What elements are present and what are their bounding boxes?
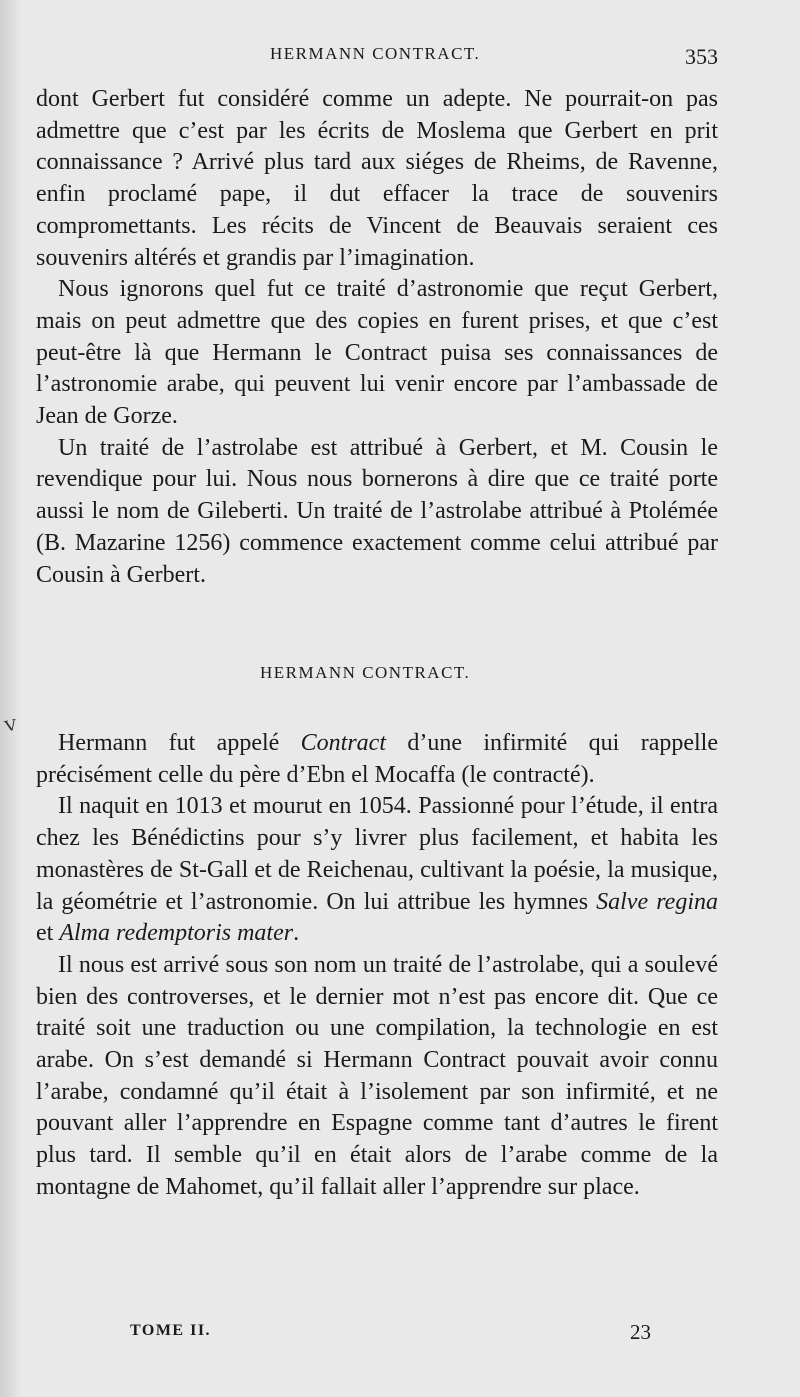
handwritten-margin-mark: ⱽ [3, 715, 21, 746]
body-block-bottom [36, 728, 718, 1204]
text-run: d’une infirmité qui rappelle précisément celle du père d’Ebn el Mocaffa (le contracté). [36, 730, 718, 788]
text-run: . [293, 920, 300, 947]
paragraph-continuation: dont Gerbert fut considéré comme un adepte. Ne pourrait-on pas admettre que c’est par les écrits de Moslema que Gerbert en prit connaissance ? Arrivé plus tard aux siéges de Rheims, de Ravenne, enfin proclamé pape, il dut effacer la trace de souvenirs compromettants. Les récits de Vincent de Beauvais seraient ces souvenirs altérés et grandis par l’imagination. [36, 86, 718, 271]
text-run: Il naquit en 1013 et mourut en 1054. Passionné pour l’étude, il entra chez les Bénédictins pour s’y livrer plus facilement, et habita les monastères de St-Gall et de Reichenau, cultivant la poésie, la musique, la géométrie et l’astronomie. On lui attribue les hymnes [36, 793, 718, 915]
paragraph-hermann-name [36, 728, 718, 791]
paragraph-astrolabe-treatise: Un traité de l’astrolabe est attribué à Gerbert, et M. Cousin le revendique pour lui. Nous nous bornerons à dire que ce traité porte aussi le nom de Gileberti. Un traité de l’astrolabe attribué à Ptolémée (B. Mazarine 1256) commence exactement comme celui attribué par Cousin à Gerbert. [36, 434, 718, 588]
paragraph-gerbert-astronomy: Nous ignorons quel fut ce traité d’astronomie que reçut Gerbert, mais on peut admettre que des copies en furent prises, et que c’est peut-être là que Hermann le Contract puisa ses connaissances de l’astronomie arabe, qui peuvent lui venir encore par l’ambassade de Jean de Gorze. [36, 276, 718, 430]
section-heading: HERMANN CONTRACT. [260, 663, 471, 682]
page-number: 353 [685, 44, 718, 69]
italic-hymn-alma: Alma redemptoris mater [59, 920, 294, 947]
footer-signature: 23 [630, 1320, 651, 1344]
text-run: Hermann fut appelé [58, 730, 301, 756]
paragraph-hermann-life [36, 791, 718, 950]
body-block-top [36, 84, 718, 591]
running-head: HERMANN CONTRACT. [270, 44, 481, 63]
paragraph-astrolabe-controversy: Il nous est arrivé sous son nom un traité de l’astrolabe, qui a soulevé bien des controverses, et le dernier mot n’est pas encore dit. Que ce traité soit une traduction ou une compilation, la technologie en est arabe. On s’est demandé si Hermann Contract pouvait avoir connu l’arabe, condamné qu’il était à l’isolement par son infirmité, et ne pouvant aller l’apprendre en Espagne comme tant d’autres le firent plus tard. Il semble qu’il en était alors de l’arabe comme de la montagne de Mahomet, qu’il fallait aller l’apprendre sur place. [36, 951, 718, 1200]
footer-volume: TOME II. [130, 1322, 212, 1339]
text-run: et [36, 920, 60, 947]
italic-term-contract: Contract [300, 730, 386, 756]
italic-hymn-salve-regina: Salve regina [596, 888, 718, 915]
page-gutter-shadow [0, 0, 22, 1397]
